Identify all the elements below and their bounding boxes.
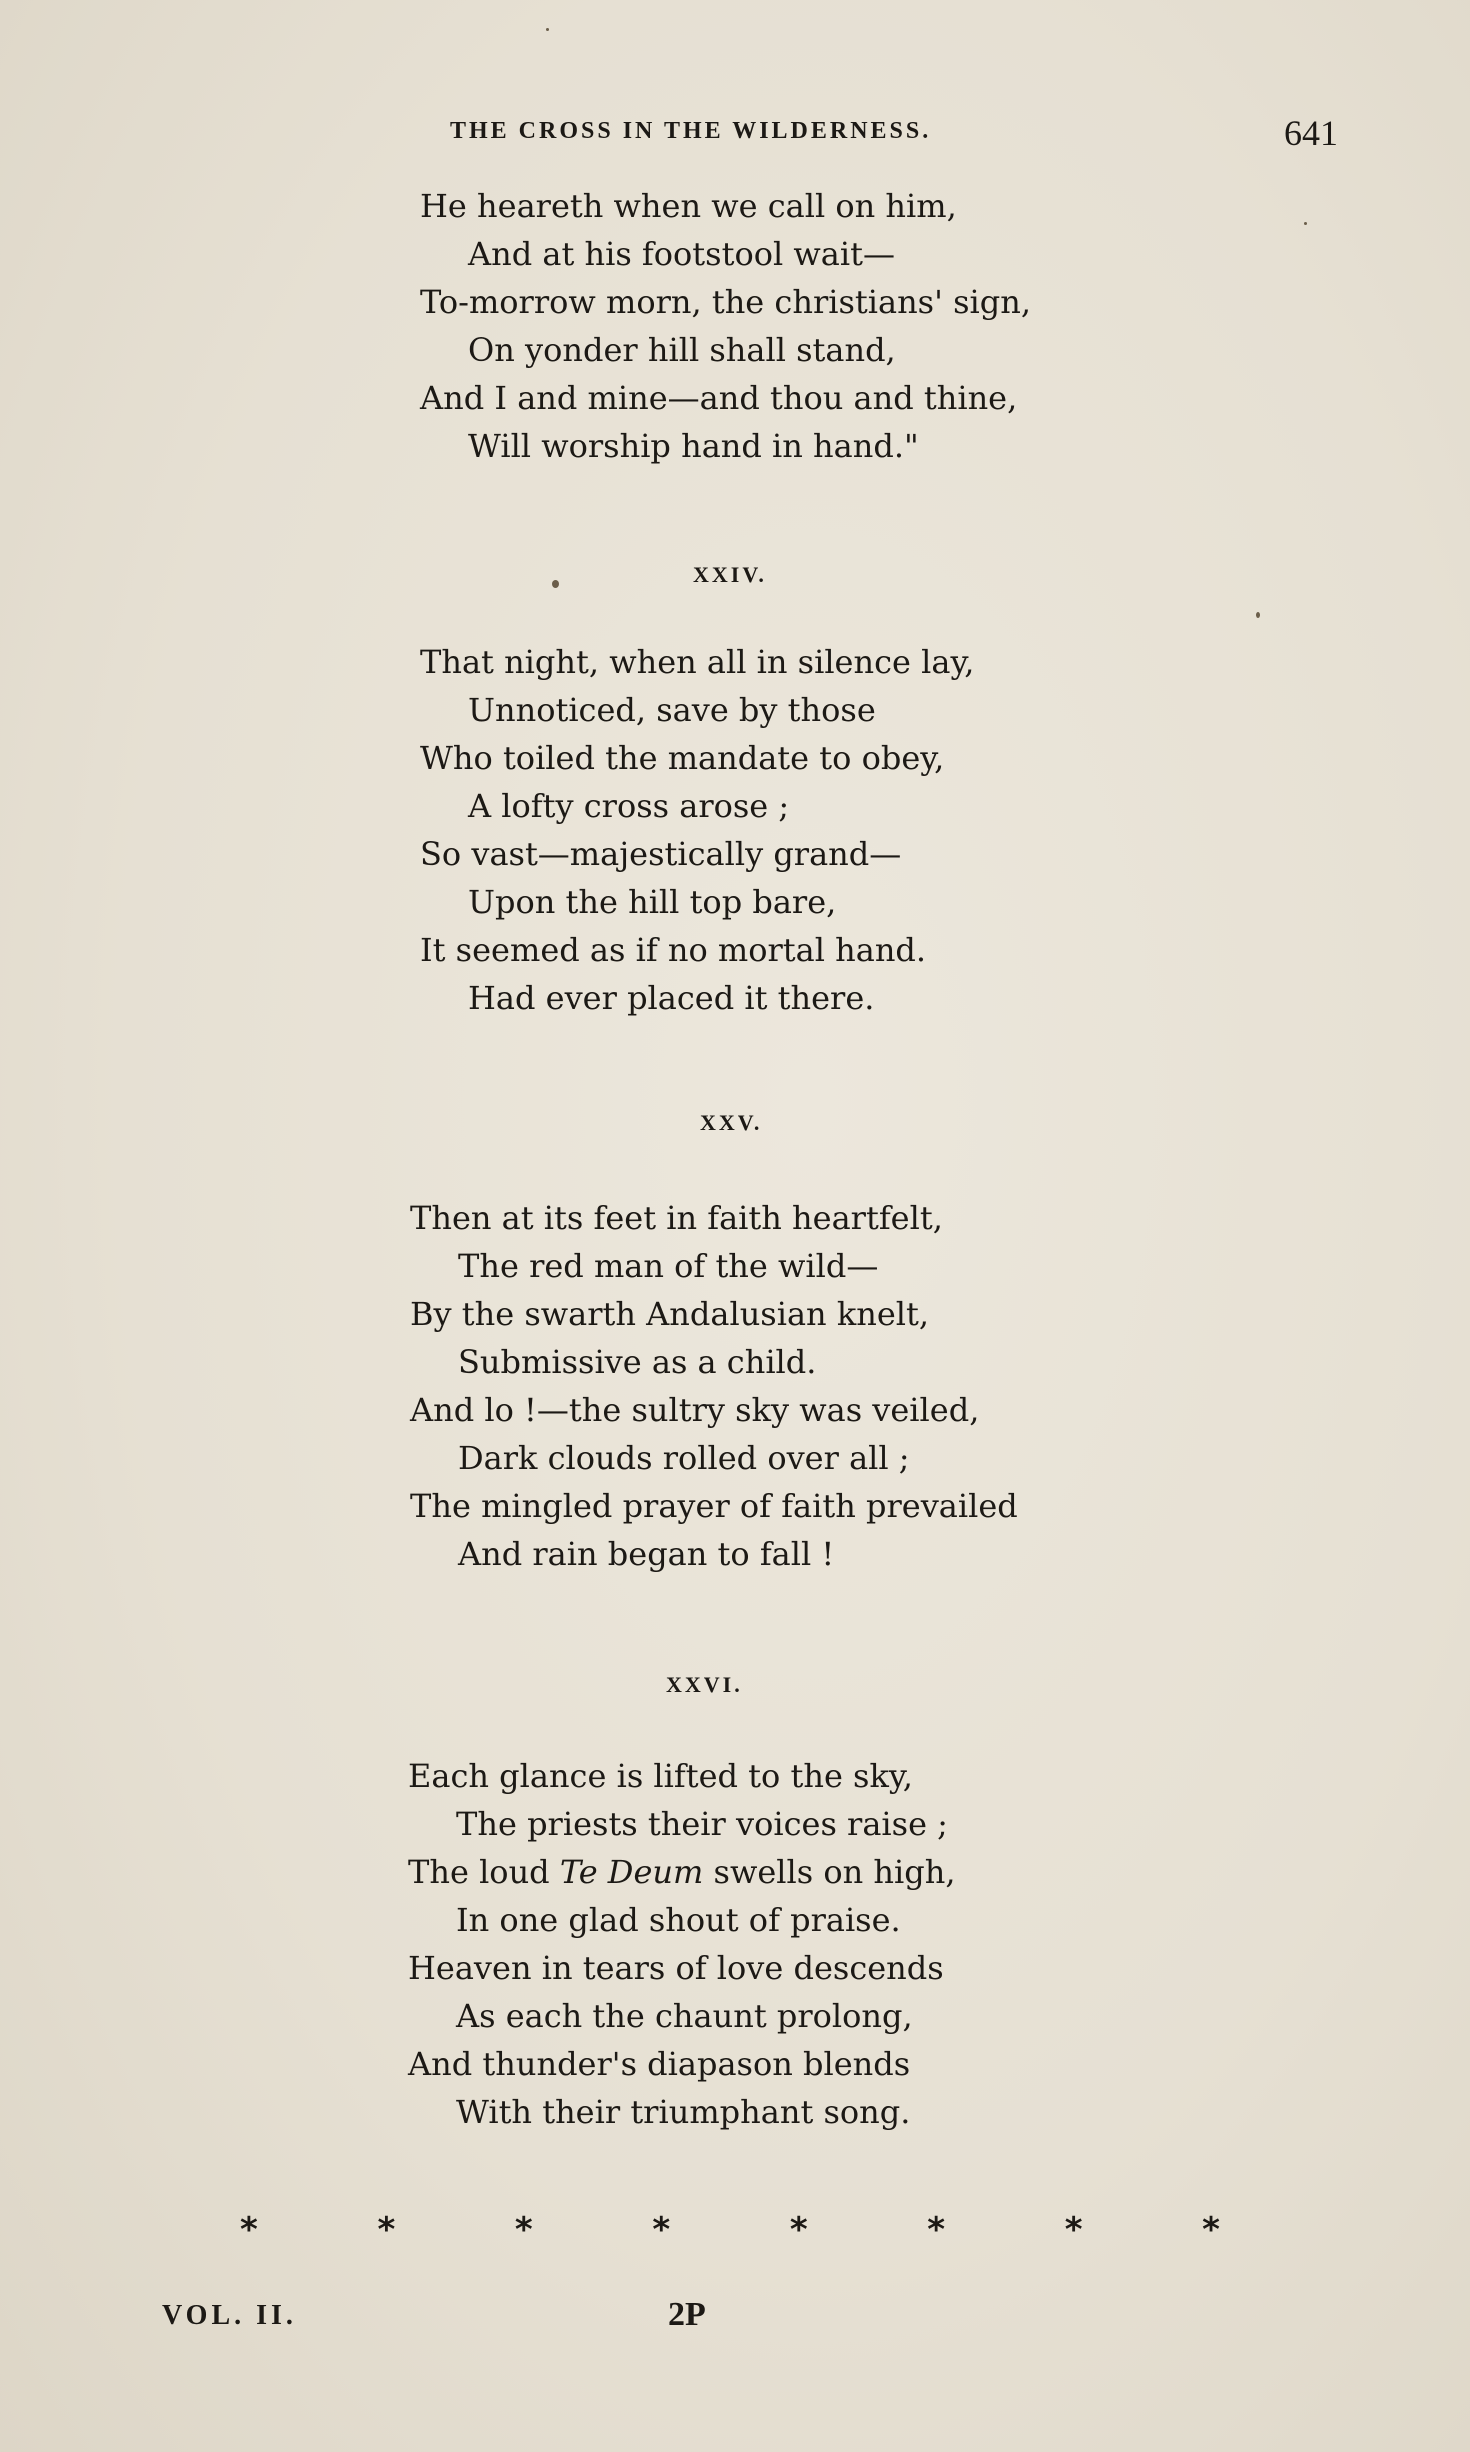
verse-line: By the swarth Andalusian knelt,	[410, 1295, 930, 1333]
verse-line: He heareth when we call on him,	[420, 187, 957, 225]
paper-speck	[552, 580, 559, 588]
page-number: 641	[1284, 113, 1338, 153]
stanza-continuation	[420, 182, 1031, 470]
verse-line: A lofty cross arose ;	[468, 787, 790, 825]
verse-line: With their triumphant song.	[456, 2093, 911, 2131]
verse-line: Who toiled the mandate to obey,	[420, 739, 945, 777]
paper-speck	[1256, 612, 1260, 618]
running-title: THE CROSS IN THE WILDERNESS.	[450, 118, 932, 144]
verse-line: And at his footstool wait—	[468, 235, 895, 273]
stanza-xxv	[410, 1194, 1018, 1578]
asterisk: *	[240, 2210, 258, 2250]
verse-line: That night, when all in silence lay,	[420, 643, 975, 681]
verse-line: The red man of the wild—	[458, 1247, 879, 1285]
paper-speck	[546, 28, 549, 31]
verse-line: And rain began to fall !	[458, 1535, 835, 1573]
verse-line: So vast—majestically grand—	[420, 835, 902, 873]
asterisk: *	[377, 2210, 396, 2250]
verse-line: Will worship hand in hand."	[468, 427, 919, 465]
stanza-xxiv	[420, 638, 974, 1022]
verse-line: Submissive as a child.	[458, 1343, 817, 1381]
stanza-numeral-xxv: XXV.	[700, 1110, 763, 1135]
asterisk: *	[514, 2210, 533, 2250]
verse-line: And I and mine—and thou and thine,	[420, 379, 1018, 417]
verse-line: Unnoticed, save by those	[468, 691, 876, 729]
verse-line: As each the chaunt prolong,	[456, 1997, 913, 2035]
verse-line: Then at its feet in faith heartfelt,	[410, 1199, 943, 1237]
asterisk: *	[927, 2210, 946, 2250]
stanza-xxvi	[408, 1752, 955, 2136]
verse-line: Upon the hill top bare,	[468, 883, 837, 921]
verse-line: Each glance is lifted to the sky,	[408, 1757, 913, 1795]
asterisk: *	[789, 2210, 808, 2250]
te-deum-italic: Te Deum	[559, 1853, 704, 1891]
signature-mark: 2P	[668, 2296, 706, 2333]
verse-line: To-morrow morn, the christians' sign,	[420, 283, 1031, 321]
verse-line: Dark clouds rolled over all ;	[458, 1439, 910, 1477]
verse-line: The mingled prayer of faith prevailed	[410, 1487, 1018, 1525]
verse-line: And lo !—the sultry sky was veiled,	[410, 1391, 980, 1429]
verse-line: The priests their voices raise ;	[456, 1805, 948, 1843]
volume-mark: VOL. II.	[162, 2300, 297, 2331]
asterisk: *	[652, 2210, 671, 2250]
verse-line: And thunder's diapason blends	[408, 2045, 911, 2083]
verse-line: Heaven in tears of love descends	[408, 1949, 944, 1987]
stanza-numeral-xxvi: XXVI.	[666, 1672, 743, 1697]
verse-line: It seemed as if no mortal hand.	[420, 931, 927, 969]
verse-line: In one glad shout of praise.	[456, 1901, 901, 1939]
verse-line: Had ever placed it there.	[468, 979, 875, 1017]
stanza-numeral-xxiv: XXIV.	[693, 562, 767, 587]
paper-speck	[1304, 222, 1307, 225]
verse-line: On yonder hill shall stand,	[468, 331, 896, 369]
asterisk: *	[1064, 2210, 1083, 2250]
asterism-ornament	[240, 2210, 1220, 2250]
verse-line: The loud Te Deum swells on high,	[408, 1853, 956, 1891]
asterisk: *	[1202, 2210, 1220, 2250]
